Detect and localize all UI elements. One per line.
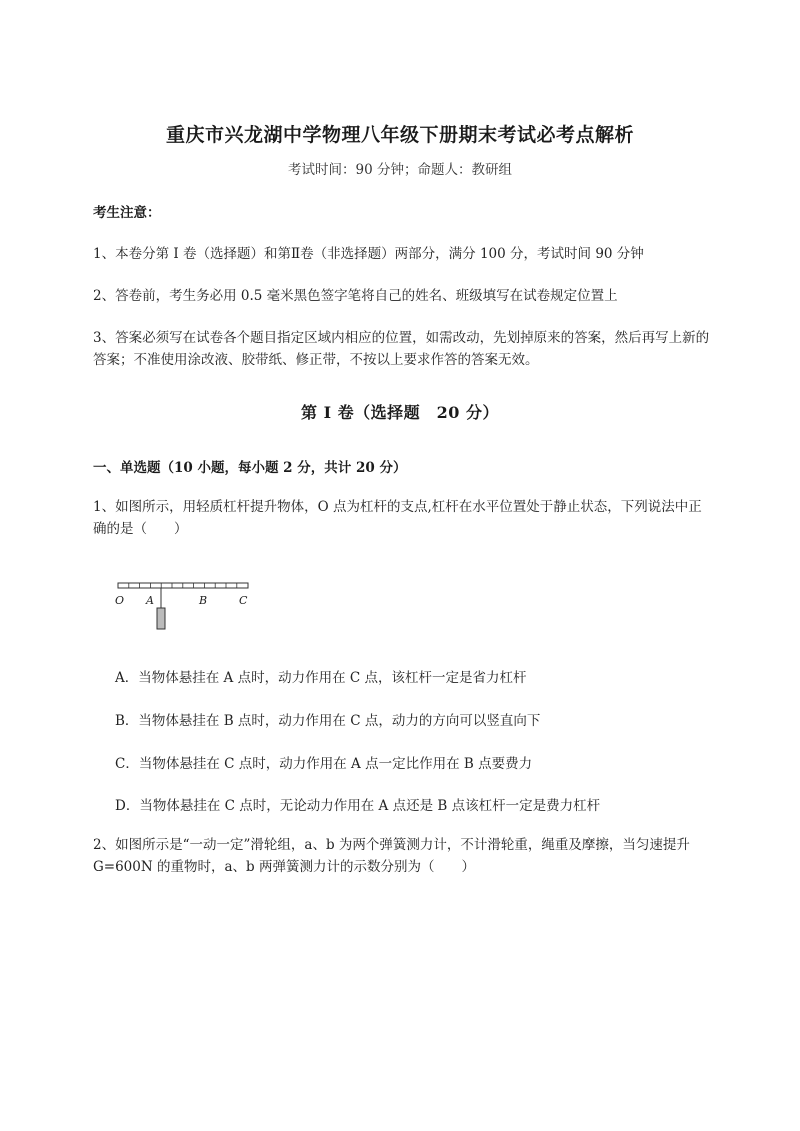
- question-1-option-d: D．当物体悬挂在 C 点时，无论动力作用在 A 点还是 B 点该杠杆一定是费力杠杆: [115, 798, 601, 814]
- question-1-option-c: C．当物体悬挂在 C 点时，动力作用在 A 点一定比作用在 B 点要费力: [115, 756, 533, 772]
- question-group-heading: 一、单选题（10 小题，每小题 2 分，共计 20 分）: [93, 460, 407, 476]
- label-b: B: [199, 594, 208, 607]
- question-1-text: 1、如图所示，用轻质杠杆提升物体，O 点为杠杆的支点,杠杆在水平位置处于静止状态，下列说法中正确的是（ ）: [93, 499, 702, 537]
- label-a: A: [146, 594, 154, 607]
- exam-subtitle: 考试时间：90 分钟；命题人：教研组: [288, 162, 512, 178]
- exam-title: 重庆市兴龙湖中学物理八年级下册期末考试必考点解析: [165, 124, 634, 146]
- notice-item-1: 1、本卷分第 I 卷（选择题）和第Ⅱ卷（非选择题）两部分，满分 100 分，考试时间 90 分钟: [93, 246, 644, 262]
- question-2-text: 2、如图所示是“一动一定”滑轮组，a、b 为两个弹簧测力计，不计滑轮重，绳重及摩擦，当匀速提升 G=600N 的重物时，a、b 两弹簧测力计的示数分别为（ ）: [93, 837, 690, 875]
- label-c: C: [239, 594, 248, 607]
- question-1-option-b: B．当物体悬挂在 B 点时，动力作用在 C 点，动力的方向可以竖直向下: [115, 713, 541, 729]
- label-o: O: [115, 594, 125, 607]
- section-title: 第 I 卷（选择题 20 分）: [301, 403, 499, 422]
- hanging-weight: [157, 608, 165, 629]
- notice-item-3: 3、答案必须写在试卷各个题目指定区域内相应的位置，如需改动，先划掉原来的答案，然后再写上新的答案；不准使用涂改液、胶带纸、修正带，不按以上要求作答的答案无效。: [93, 330, 710, 368]
- question-1-option-a: A．当物体悬挂在 A 点时，动力作用在 C 点，该杠杆一定是省力杠杆: [115, 670, 527, 686]
- notice-item-2: 2、答卷前，考生务必用 0.5 毫米黑色签字笔将自己的姓名、班级填写在试卷规定位置上: [93, 288, 618, 304]
- lever-figure: [112, 578, 257, 638]
- notice-heading: 考生注意：: [93, 205, 161, 221]
